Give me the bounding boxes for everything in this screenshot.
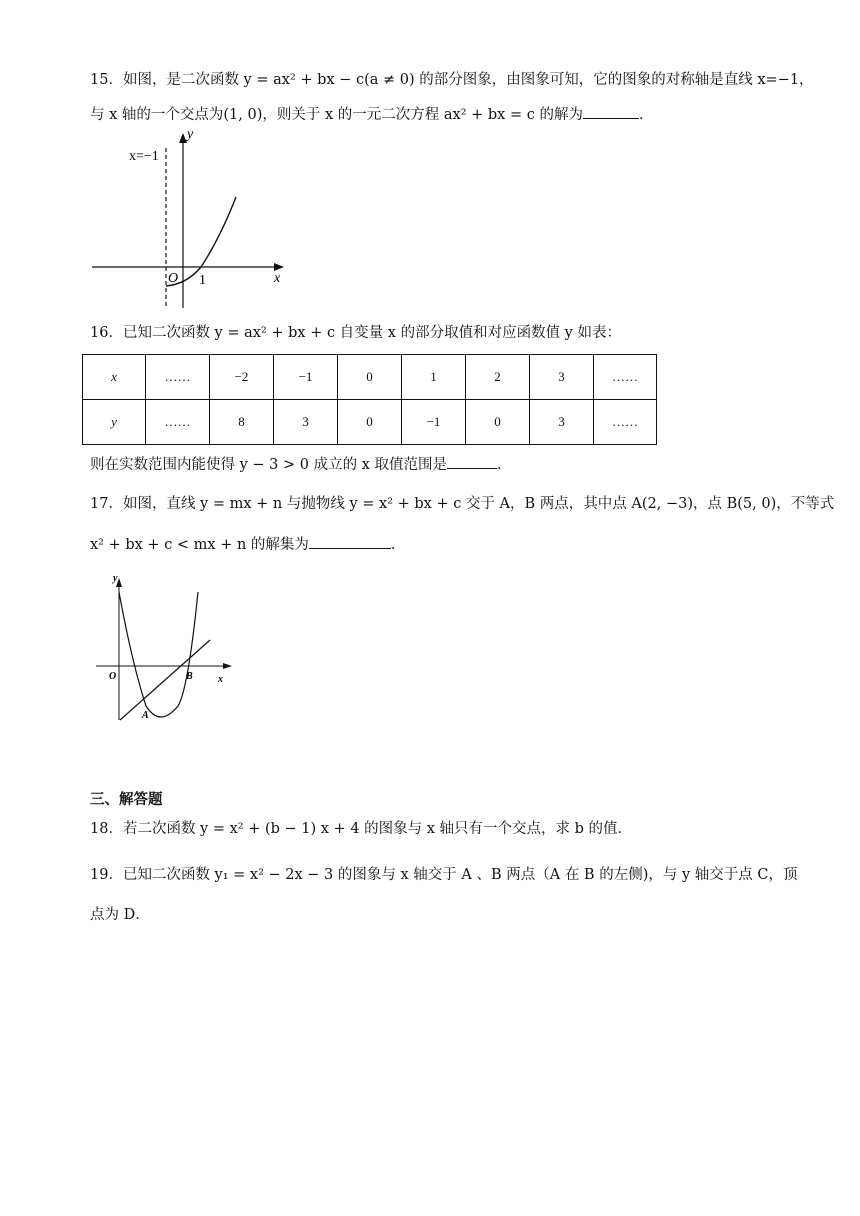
table-row <box>83 355 657 400</box>
q15-figure <box>88 128 298 313</box>
table-cell: −1 <box>402 400 466 445</box>
table-cell: 0 <box>466 400 530 445</box>
q15-x-label: x <box>274 271 281 286</box>
q15-answer-blank[interactable] <box>583 104 639 119</box>
q16-line1: 16．已知二次函数 y = ax² + bx + c 自变量 x 的部分取值和对应函数值 y 如表： <box>90 325 621 341</box>
q16-line2 <box>90 454 512 475</box>
q18-line1: 18．若二次函数 y = x² + (b − 1) x + 4 的图象与 x 轴只有一个交点，求 b 的值． <box>90 821 633 837</box>
q15-line2 <box>90 104 653 125</box>
q16-value-table <box>82 354 657 445</box>
q16-line2-text: 则在实数范围内能使得 y − 3 > 0 成立的 x 取值范围是 <box>90 457 447 473</box>
q15-y-label: y <box>187 128 194 142</box>
table-cell: 3 <box>274 400 338 445</box>
table-cell: …… <box>594 355 657 400</box>
table-cell: −2 <box>210 355 274 400</box>
q15-axis-label: x=−1 <box>129 149 159 164</box>
q17-point-b: B <box>186 671 193 682</box>
q17-point-a: A <box>142 710 149 721</box>
q17-x-label: x <box>218 674 223 685</box>
table-cell: …… <box>146 400 210 445</box>
section-heading: 三、解答题 <box>90 792 163 808</box>
q17-line2-end: ． <box>390 537 406 553</box>
q17-origin-label: O <box>109 671 117 682</box>
q19-line2: 点为 D． <box>90 907 150 923</box>
q17-line2 <box>90 534 405 555</box>
q17-parabola <box>119 592 198 717</box>
table-cell: 3 <box>530 400 594 445</box>
table-cell: y <box>83 400 146 445</box>
table-cell: 3 <box>530 355 594 400</box>
q15-origin-label: O <box>168 271 179 286</box>
q16-answer-blank[interactable] <box>447 454 497 469</box>
table-cell: x <box>83 355 146 400</box>
table-cell: 1 <box>402 355 466 400</box>
q16-line2-end: ． <box>497 457 512 473</box>
q15-line2-end: ． <box>638 107 654 123</box>
table-cell: 8 <box>210 400 274 445</box>
q15-line2-text: 与 x 轴的一个交点为(1, 0)，则关于 x 的一元二次方程 ax² + bx = c 的解为 <box>90 107 583 123</box>
table-cell: 0 <box>338 400 402 445</box>
q19-line1: 19．已知二次函数 y₁ = x² − 2x − 3 的图象与 x 轴交于 A 、B 两点（A 在 B 的左侧)，与 y 轴交于点 C，顶 <box>90 867 798 883</box>
q17-line2-text: x² + bx + c < mx + n 的解集为 <box>90 537 309 553</box>
table-cell: 2 <box>466 355 530 400</box>
q17-y-label: y <box>113 573 118 584</box>
q17-line <box>120 640 210 720</box>
q17-line1: 17．如图，直线 y = mx + n 与抛物线 y = x² + bx + c 交于 A，B 两点，其中点 A(2, −3)，点 B(5, 0)，不等式 <box>90 496 835 512</box>
table-cell: …… <box>146 355 210 400</box>
q15-tick-1: 1 <box>199 273 206 288</box>
table-cell: −1 <box>274 355 338 400</box>
table-row <box>83 400 657 445</box>
table-cell: 0 <box>338 355 402 400</box>
q17-answer-blank[interactable] <box>309 534 391 549</box>
q17-figure <box>92 568 242 728</box>
table-cell: …… <box>594 400 657 445</box>
q15-line1: 15．如图，是二次函数 y = ax² + bx − c(a ≠ 0) 的部分图象，由图象可知，它的图象的对称轴是直线 x=−1， <box>90 72 814 88</box>
